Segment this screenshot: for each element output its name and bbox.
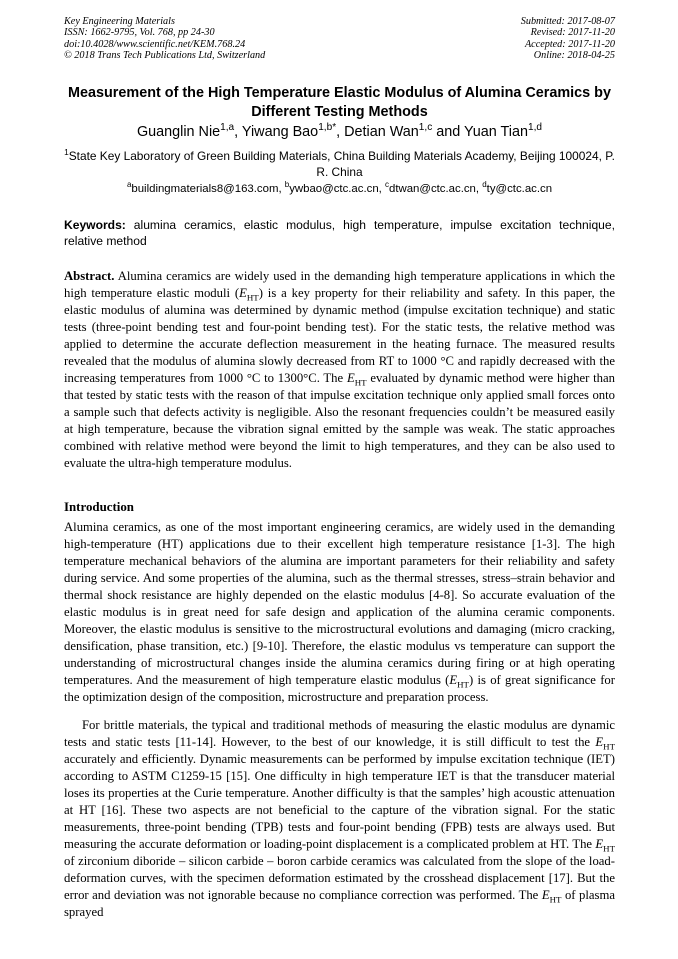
e-ht-symbol: $E_{HT}$ [239, 286, 259, 303]
author-affil-mark: 1,d [528, 122, 543, 134]
author-name: Yiwang Bao [241, 124, 319, 140]
affiliation [64, 149, 615, 180]
email-address: ty@ctc.ac.cn [486, 183, 553, 195]
online-date: Online: 2018-04-25 [533, 50, 615, 62]
copyright-line: © 2018 Trans Tech Publications Ltd, Switzerland [64, 50, 266, 62]
affiliation-mark: 1 [64, 147, 69, 158]
email-mark: b [284, 180, 290, 190]
author-separator: and [432, 124, 464, 140]
author-separator: , [234, 124, 242, 140]
submitted-date: Submitted: 2017-08-07 [520, 16, 615, 27]
email-mark: a [126, 180, 132, 190]
email [482, 180, 553, 195]
author-affil-mark: 1,c [418, 122, 433, 134]
author [464, 124, 542, 140]
email-address: ywbao@ctc.ac.cn [289, 183, 379, 195]
email [284, 180, 385, 195]
abstract-label: Abstract. [64, 269, 115, 283]
email-address: buildingmaterials8@163.com [131, 183, 279, 195]
dates-header [521, 16, 615, 62]
email-separator: , [278, 183, 285, 195]
accepted-date: Accepted: 2017-11-20 [524, 38, 615, 50]
intro-paragraph-2: For brittle materials, the typical and traditional methods of measuring the elastic modulus are dynamic tests and static tests [11-14]. However, to the best of our knowledge, it is still difficult to test the $E_{HT}$ accurately and efficiently. Dynamic measurements can be performed by impulse excitation technique (IET) according to ASTM C1259-15 [15]. One difficulty in high temperature IET is that the transducer material loses its properties at the Curie temperature. Another difficulty is that the samples’ high acoustic attenuation at HT [16]. These two aspects are not beneficial to the capture of the vibration signal. For the static measurements, three-point bending (TPB) tests and four-point bending (FPB) tests are always used. But measuring the accurate deformation or loading-point displacement is a complicated problem at HT. The $E_{HT}$ of zirconium diboride – silicon carbide – boron carbide ceramics was calculated from the slope of the load-deformation curves, with the specimen deformation estimated by the crosshead displacement [17]. But the error and deviation was not ignorable because no compliance correction was performed. The $E_{HT}$ of plasma sprayed [64, 718, 615, 919]
keywords [64, 218, 615, 249]
email-address: dtwan@ctc.ac.cn [388, 183, 476, 195]
email [385, 180, 483, 195]
author-affil-mark: 1,a [220, 122, 235, 134]
e-ht-symbol: $E_{HT}$ [541, 888, 562, 905]
paper-title: Measurement of the High Temperature Elastic Modulus of Alumina Ceramics by Different Testing Methods [68, 85, 611, 120]
e-ht-symbol: $E_{HT}$ [449, 673, 469, 690]
email-list [64, 182, 615, 196]
abstract [64, 268, 615, 472]
keywords-label: Keywords: [64, 218, 126, 232]
journal-header [64, 16, 265, 62]
journal-name: Key Engineering Materials [64, 16, 175, 27]
author [137, 124, 242, 140]
affiliation-text: State Key Laboratory of Green Building Materials, China Building Materials Academy, Beijing 100024, P. R. China [68, 149, 615, 179]
author-list [64, 123, 615, 141]
e-ht-symbol: $E_{HT}$ [346, 371, 367, 388]
doi-line: doi:10.4028/www.scientific.net/KEM.768.24 [64, 38, 246, 50]
email-separator: , [475, 183, 483, 195]
e-ht-symbol: $E_{HT}$ [595, 735, 615, 752]
abstract-text: Alumina ceramics are widely used in the demanding high temperature applications in which the high temperature elastic moduli $(E_{HT})$ is a key property for their reliability and safety. In this paper, the elastic modulus of alumina was determined by dynamic method (impulse excitation technique) and static tests (three-point bending test and four-point bending test). For the static tests, the relative method was applied to determine the accurate deflection measurement in the heating furnace. The measured results revealed that the modulus of alumina slowly decreased from RT to 1000 °C and rapidly decreased with the increasing temperatures from 1000 °C to 1300°C. The $E_{HT}$ evaluated by dynamic method were higher than that tested by static tests with the reason of that impulse excitation technique only applied small forces onto a sample such that defects activity is negligible. Also the resonant frequencies couldn’t be measured easily at high temperature, because the vibration signal emitted by the sample was weak. The static approaches combined with relative method were beyond the limit to high temperatures, and they can be also used to evaluate the ultra-high temperature modulus. [64, 269, 615, 470]
author [242, 124, 344, 140]
email-mark: d [482, 180, 487, 190]
author-name: Yuan Tian [464, 124, 529, 140]
e-ht-symbol: $E_{HT}$ [595, 837, 615, 854]
email-mark: c [385, 180, 389, 190]
issn-line: ISSN: 1662-9795, Vol. 768, pp 24-30 [64, 27, 215, 39]
author-separator: , [336, 124, 345, 140]
email [126, 180, 285, 195]
revised-date: Revised: 2017-11-20 [530, 27, 615, 39]
author-name: Detian Wan [344, 124, 419, 140]
keywords-text: alumina ceramics, elastic modulus, high temperature, impulse excitation technique, relative method [64, 218, 615, 248]
section-heading-introduction: Introduction [64, 500, 134, 514]
author [344, 124, 464, 140]
author-name: Guanglin Nie [136, 124, 221, 140]
author-affil-mark: 1,b* [318, 122, 337, 134]
email-separator: , [378, 183, 385, 195]
intro-paragraph-1: Alumina ceramics, as one of the most important engineering ceramics, are widely used in the demanding high-temperature (HT) applications due to their excellent high temperature resistance [1-3]. The high temperature mechanical behaviors of the alumina are important parameters for their reliability and safety during service. And some properties of the alumina, such as the thermal stresses, stress–strain behavior and thermal shock resistance are highly depended on the elastic modulus [4-8]. So accurate evaluation of the elastic modulus is in great need for safe design and application of the alumina ceramic components. Moreover, the elastic modulus is sensitive to the microstructural evolutions and damaging (micro cracking, densification, phase transition, etc.) [9-10]. Therefore, the elastic modulus vs temperature can support the understanding of microstructural changes inside the alumina ceramics during firing or at high operating temperatures. And the measurement of high temperature elastic modulus $(E_{HT})$ is of great significance for the optimization design of the composition, microstructure and preparation process. [64, 520, 615, 704]
